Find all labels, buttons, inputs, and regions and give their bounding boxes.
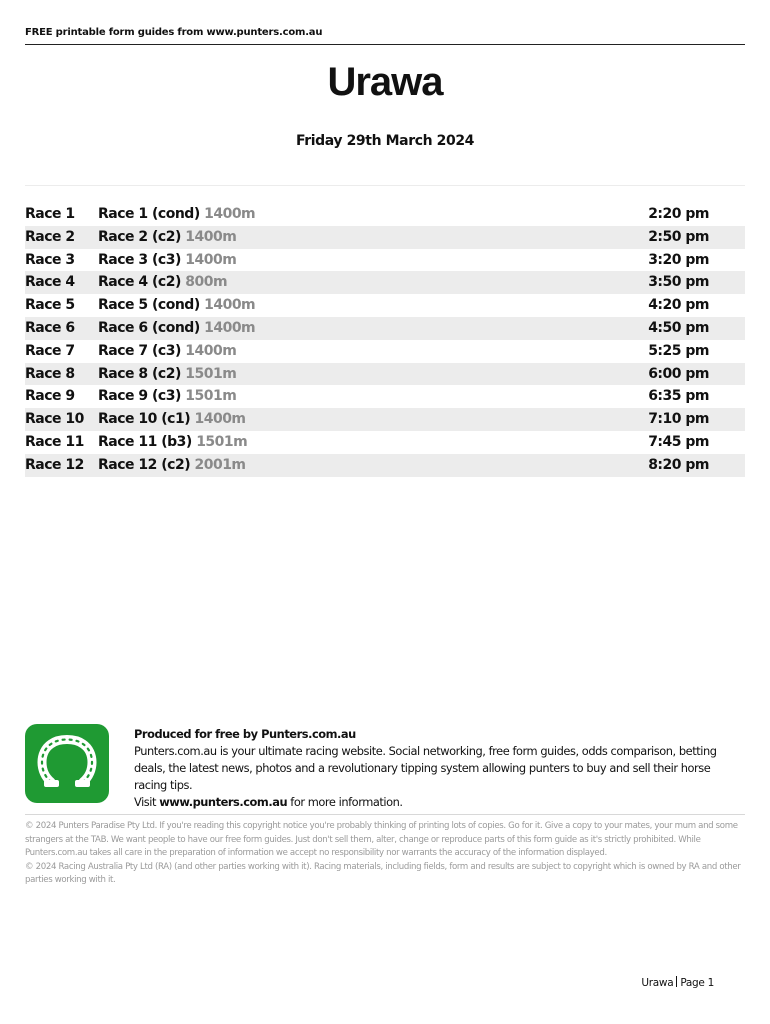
footer-venue: Urawa xyxy=(641,977,674,989)
race-distance: 1501m xyxy=(196,433,248,450)
race-number: Race 9 xyxy=(25,388,75,405)
copyright-notice xyxy=(25,820,747,888)
race-row xyxy=(25,340,745,363)
race-title xyxy=(98,317,255,340)
race-number: Race 8 xyxy=(25,365,75,382)
promo-visit-line xyxy=(134,794,746,811)
punters-logo xyxy=(25,724,109,803)
footer-separator xyxy=(676,976,677,987)
race-distance: 800m xyxy=(185,274,228,291)
race-name: Race 4 (c2) xyxy=(98,274,181,291)
page-footer xyxy=(641,976,714,989)
race-distance: 1501m xyxy=(185,365,237,382)
race-name: Race 9 (c3) xyxy=(98,388,181,405)
race-title xyxy=(98,271,227,294)
punters-link[interactable]: www.punters.com.au xyxy=(159,795,288,809)
race-title xyxy=(98,294,255,317)
race-time: 2:20 pm xyxy=(648,206,709,222)
copyright-racing-australia: © 2024 Racing Australia Pty Ltd (RA) (and other parties working with it). Racing materials, including fields, form and results are subject to copyright which is owned by RA and other parties working with it. xyxy=(25,861,741,886)
race-distance: 1501m xyxy=(185,388,237,405)
race-row xyxy=(25,408,745,431)
race-name: Race 10 (c1) xyxy=(98,411,191,428)
race-title xyxy=(98,431,247,454)
race-distance: 1400m xyxy=(185,228,237,245)
site-banner: FREE printable form guides from www.punters.com.au xyxy=(25,27,323,38)
race-distance: 1400m xyxy=(204,206,256,222)
race-distance: 1400m xyxy=(204,297,256,314)
race-row xyxy=(25,317,745,340)
race-distance: 1400m xyxy=(194,411,246,428)
race-distance: 1400m xyxy=(185,251,237,268)
race-name: Race 11 (b3) xyxy=(98,433,192,450)
race-row xyxy=(25,431,745,454)
race-number: Race 4 xyxy=(25,274,75,291)
race-title xyxy=(98,249,236,272)
race-title xyxy=(98,363,236,386)
race-time: 6:35 pm xyxy=(648,388,709,405)
section-divider xyxy=(25,185,745,186)
race-number: Race 6 xyxy=(25,319,75,336)
race-time: 3:20 pm xyxy=(648,251,709,268)
race-number: Race 3 xyxy=(25,251,75,268)
race-time: 3:50 pm xyxy=(648,274,709,291)
race-row xyxy=(25,249,745,272)
race-number: Race 2 xyxy=(25,228,75,245)
race-number: Race 1 xyxy=(25,206,75,222)
race-time: 7:45 pm xyxy=(648,433,709,450)
copyright-punters: © 2024 Punters Paradise Pty Ltd. If you're reading this copyright notice you're probably thinking of printing lots of copies. Go for it. Give a copy to your mates, your mum and some strangers at the TAB. We want people to have our free form guides. Just don't sell them, alter, change or reproduce parts of this form guide as it's strictly prohibited. While Punters.com.au takes all care in the preparation of information we accept no responsibility nor warrants the accuracy of the information displayed. xyxy=(25,821,738,859)
race-title xyxy=(98,226,236,249)
race-row xyxy=(25,226,745,249)
race-title xyxy=(98,454,246,477)
visit-prefix: Visit xyxy=(134,795,157,809)
race-name: Race 2 (c2) xyxy=(98,228,181,245)
race-number: Race 7 xyxy=(25,342,75,359)
race-name: Race 5 (cond) xyxy=(98,297,200,314)
race-number: Race 5 xyxy=(25,297,75,314)
race-time: 4:50 pm xyxy=(648,319,709,336)
footer-divider xyxy=(25,814,745,815)
race-time: 8:20 pm xyxy=(648,456,709,473)
meeting-date: Friday 29th March 2024 xyxy=(295,133,474,149)
race-distance: 1400m xyxy=(185,342,237,359)
race-time: 5:25 pm xyxy=(648,342,709,359)
venue-title: Urawa xyxy=(327,60,443,104)
race-title xyxy=(98,340,236,363)
race-name: Race 7 (c3) xyxy=(98,342,181,359)
race-time: 4:20 pm xyxy=(648,297,709,314)
race-name: Race 3 (c3) xyxy=(98,251,181,268)
race-row xyxy=(25,385,745,408)
race-title xyxy=(98,203,255,226)
race-number: Race 12 xyxy=(25,456,84,473)
race-name: Race 12 (c2) xyxy=(98,456,191,473)
race-row xyxy=(25,271,745,294)
race-title xyxy=(98,408,246,431)
promo-block xyxy=(134,726,746,811)
race-row xyxy=(25,294,745,317)
race-number: Race 10 xyxy=(25,411,84,428)
race-distance: 1400m xyxy=(204,319,256,336)
race-distance: 2001m xyxy=(194,456,246,473)
race-number: Race 11 xyxy=(25,433,84,450)
race-list xyxy=(25,203,745,477)
race-name: Race 8 (c2) xyxy=(98,365,181,382)
race-name: Race 6 (cond) xyxy=(98,319,200,336)
page-number: Page 1 xyxy=(680,977,714,989)
promo-title: Produced for free by Punters.com.au xyxy=(134,727,356,741)
horseshoe-icon xyxy=(25,724,109,803)
race-name: Race 1 (cond) xyxy=(98,206,200,222)
race-time: 2:50 pm xyxy=(648,228,709,245)
race-time: 6:00 pm xyxy=(648,365,709,382)
race-row xyxy=(25,363,745,386)
header-divider xyxy=(25,44,745,45)
visit-suffix: for more information. xyxy=(290,795,403,809)
race-row xyxy=(25,203,745,226)
race-title xyxy=(98,385,236,408)
race-row xyxy=(25,454,745,477)
race-time: 7:10 pm xyxy=(648,411,709,428)
promo-body: Punters.com.au is your ultimate racing website. Social networking, free form guides, odds comparison, betting deals, the latest news, photos and a revolutionary tipping system allowing punters to buy and sell their horse racing tips. xyxy=(134,744,717,792)
